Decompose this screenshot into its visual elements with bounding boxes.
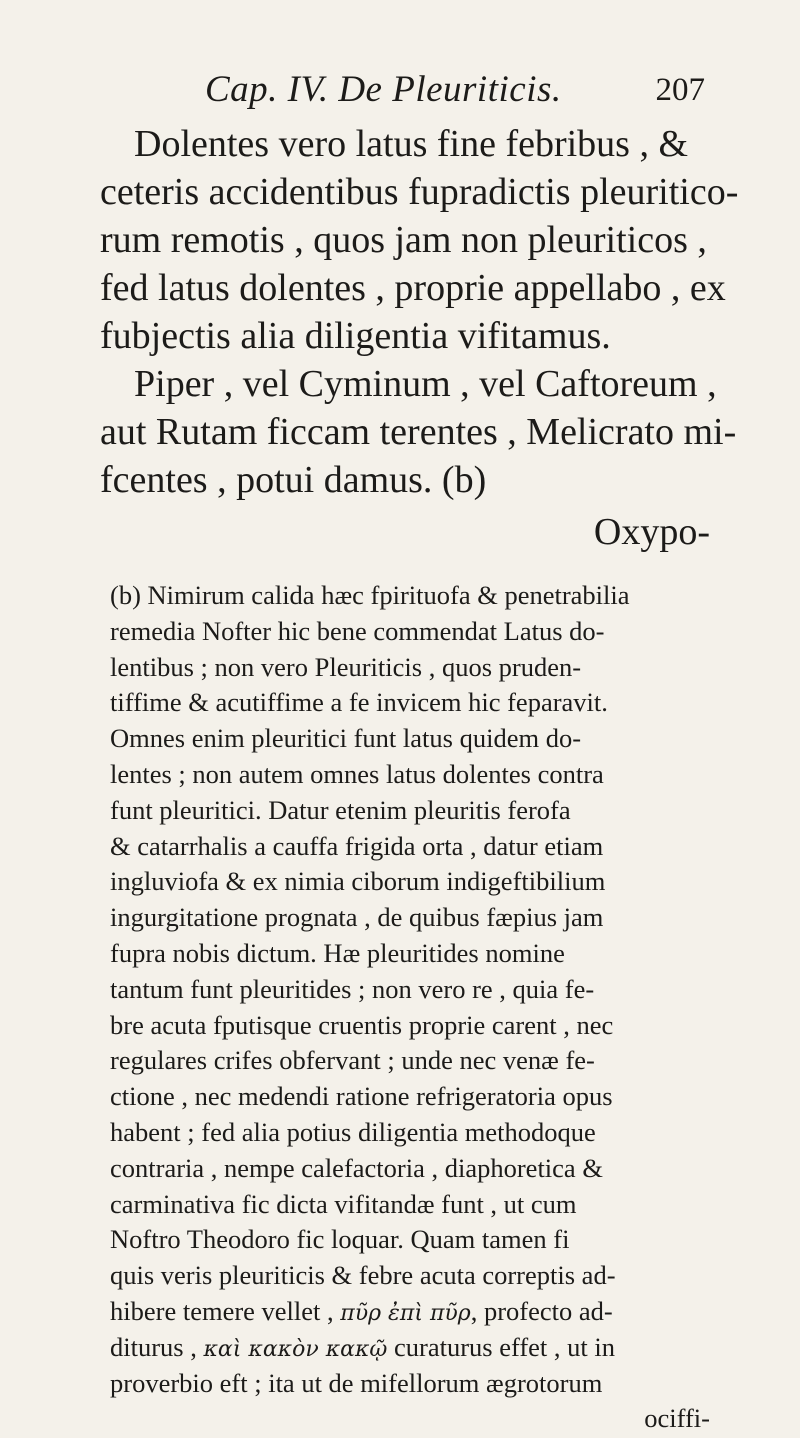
main-text-line: Piper , vel Cyminum , vel Caftoreum ,: [134, 363, 717, 405]
page-number: 207: [655, 72, 705, 108]
page-header: [205, 68, 705, 116]
footnote-line: contraria , nempe calefactoria , diaphoretica &: [110, 1152, 603, 1183]
main-text-line: fcentes , potui damus. (b): [100, 459, 487, 501]
footnote-text: , profecto ad-: [470, 1295, 613, 1326]
footnote-line: Omnes enim pleuritici funt latus quidem do-: [110, 723, 582, 754]
main-text-line: rum remotis , quos jam non pleuriticos ,: [100, 219, 707, 261]
main-text-line: ceteris accidentibus fupradictis pleuritico-: [100, 171, 739, 213]
footnote-line: remedia Nofter hic bene commendat Latus do-: [110, 615, 605, 646]
footnote-line: ingluviofa & ex nimia ciborum indigeftibilium: [110, 866, 606, 897]
main-text-line: aut Rutam ficcam terentes , Melicrato mi-: [100, 411, 737, 453]
footnote-text: curaturus effet , ut in: [394, 1331, 616, 1362]
footnote-line: [110, 1330, 710, 1366]
main-catchword: Oxypo-: [593, 511, 710, 553]
footnote-line: [110, 1294, 710, 1330]
footnote-line: bre acuta fputisque cruentis proprie carent , nec: [110, 1009, 614, 1040]
footnote-line: lentibus ; non vero Pleuriticis , quos pruden-: [110, 651, 582, 682]
footnote-line: (b) Nimirum calida hæc fpirituofa & penetrabilia: [110, 580, 630, 610]
main-text-line: Dolentes vero latus fine febribus , &: [134, 123, 689, 165]
footnote-catchword: ociffi-: [644, 1403, 710, 1434]
footnote-line: proverbio eft ; ita ut de mifellorum ægrotorum: [110, 1367, 603, 1398]
running-head: Cap. IV. De Pleuriticis.: [205, 69, 562, 110]
footnote-block: [110, 578, 710, 1437]
footnote-line: lentes ; non autem omnes latus dolentes contra: [110, 758, 604, 789]
main-text-line: fubjectis alia diligentia vifitamus.: [100, 315, 611, 357]
greek-phrase: πῦρ ἐπὶ πῦρ: [340, 1300, 471, 1326]
footnote-line: ctione , nec medendi ratione refrigeratoria opus: [110, 1081, 613, 1112]
footnote-line: habent ; fed alia potius diligentia methodoque: [110, 1116, 596, 1147]
footnote-line: & catarrhalis a cauffa frigida orta , datur etiam: [110, 830, 604, 861]
footnote-line: tantum funt pleuritides ; non vero re , quia fe-: [110, 973, 595, 1004]
footnote-text: diturus ,: [110, 1331, 197, 1362]
footnote-line: funt pleuritici. Datur etenim pleuritis ferofa: [110, 794, 571, 825]
footnote-line: Noftro Theodoro fic loquar. Quam tamen fi: [110, 1224, 570, 1255]
footnote-line: ingurgitatione prognata , de quibus fæpius jam: [110, 902, 604, 933]
footnote-line: tiffime & acutiffime a fe invicem hic feparavit.: [110, 687, 608, 718]
footnote-line: fupra nobis dictum. Hæ pleuritides nomine: [110, 937, 565, 968]
main-text-line: fed latus dolentes , proprie appellabo , ex: [100, 267, 726, 309]
footnote-line: regulares crifes obfervant ; unde nec venæ fe-: [110, 1045, 595, 1076]
footnote-text: hibere temere vellet ,: [110, 1295, 334, 1326]
footnote-line: quis veris pleuriticis & febre acuta correptis ad-: [110, 1260, 616, 1291]
footnote-line: carminativa fic dicta vifitandæ funt , ut cum: [110, 1188, 577, 1219]
greek-phrase: καὶ κακὸν κακῷ: [203, 1336, 388, 1362]
main-text-block: [100, 120, 739, 504]
